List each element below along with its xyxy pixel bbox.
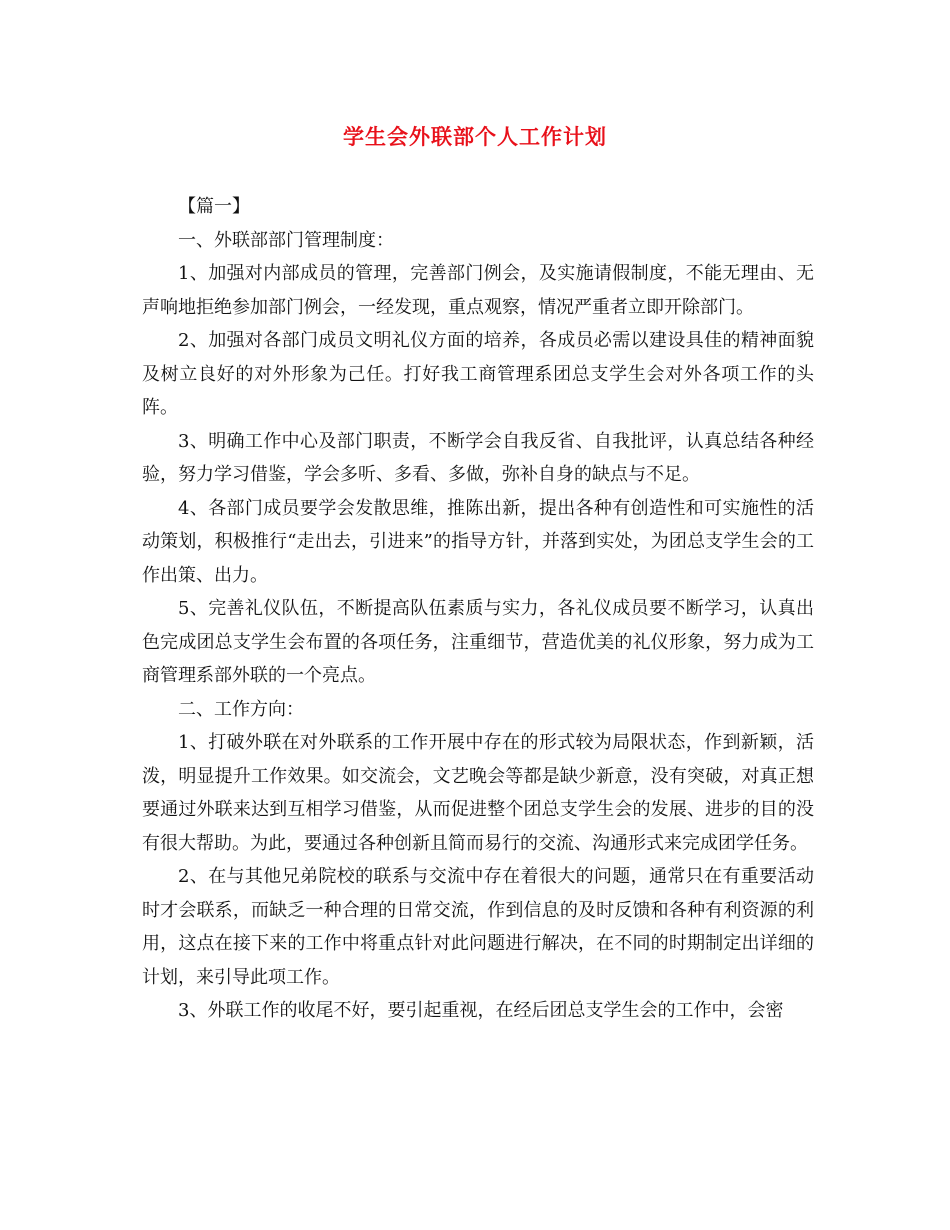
section-heading-direction: 二、工作方向： xyxy=(178,698,304,720)
paragraph-direction-3: 3、外联工作的收尾不好，要引起重视，在经后团总支学生会的工作中，会密 xyxy=(178,1000,784,1021)
paragraph-direction-2: 2、在与其他兄弟院校的联系与交流中存在着很大的问题，通常只在有重要活动时才会联系，而缺乏一种合理的日常交流，作到信息的及时反馈和各种有利资源的利用，这点在接下来的工作中将重点针对此问题进行解决，在不同的时期制定出详细的计划，来引导此项工作。 xyxy=(142,866,814,988)
paragraph-management-4: 4、各部门成员要学会发散思维，推陈出新，提出各种有创造性和可实施性的活动策划，积极推行“走出去，引进来”的指导方针，并落到实处，为团总支学生会的工作出策、出力。 xyxy=(142,497,814,586)
document-body xyxy=(142,190,814,1028)
paragraph-direction-1: 1、打破外联在对外联系的工作开展中存在的形式较为局限状态，作到新颖，活泼，明显提升工作效果。如交流会，文艺晚会等都是缺少新意，没有突破，对真正想要通过外联来达到互相学习借鉴，从而促进整个团总支学生会的发展、进步的目的没有很大帮助。为此，要通过各种创新且简而易行的交流、沟通形式来完成团学任务。 xyxy=(142,732,814,854)
paragraph-management-3: 3、明确工作中心及部门职责，不断学会自我反省、自我批评，认真总结各种经验，努力学习借鉴，学会多听、多看、多做，弥补自身的缺点与不足。 xyxy=(142,430,814,485)
paragraph-management-1: 1、加强对内部成员的管理，完善部门例会，及实施请假制度，不能无理由、无声响地拒绝参加部门例会，一经发现，重点观察，情况严重者立即开除部门。 xyxy=(142,263,814,318)
paragraph-management-5: 5、完善礼仪队伍，不断提高队伍素质与实力，各礼仪成员要不断学习，认真出色完成团总支学生会布置的各项任务，注重细节，营造优美的礼仪形象，努力成为工商管理系部外联的一个亮点。 xyxy=(142,598,814,686)
part-label: 【篇一】 xyxy=(178,196,250,217)
document-title: 学生会外联部个人工作计划 xyxy=(343,124,607,149)
section-heading-management: 一、外联部部门管理制度： xyxy=(178,229,394,251)
paragraph-management-2: 2、加强对各部门成员文明礼仪方面的培养，各成员必需以建设具佳的精神面貌及树立良好的对外形象为己任。打好我工商管理系团总支学生会对外各项工作的头阵。 xyxy=(142,330,814,418)
